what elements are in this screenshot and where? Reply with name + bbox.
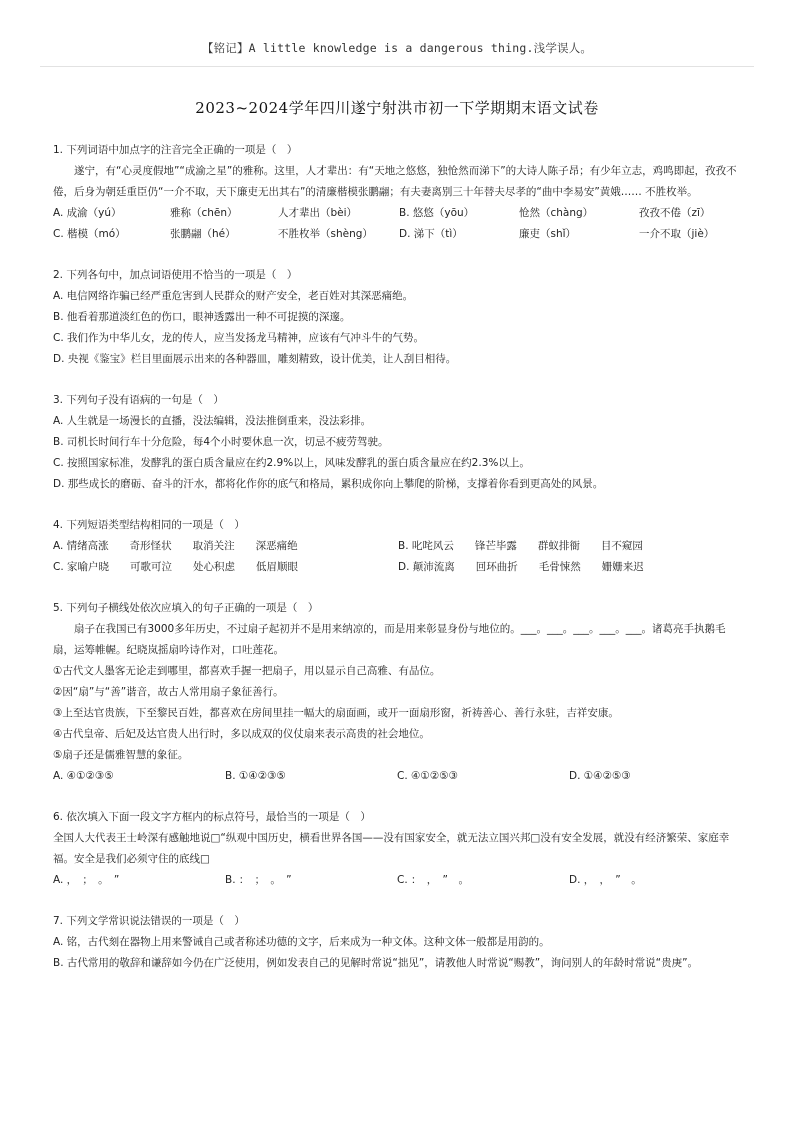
- sentence-item: ⑤扇子还是儒雅智慧的象征。: [53, 749, 189, 761]
- option: 张鹏翮（hé）: [170, 228, 236, 240]
- option-c[interactable]: C. 家喻户晓 可歌可泣 处心积虑 低眉顺眼: [53, 561, 299, 573]
- sentence-item: ②因“扇”与“善”谐音，故古人常用扇子象征善行。: [53, 686, 284, 698]
- option-a[interactable]: A. 铭，古代刻在器物上用来警诫自己或者称述功德的文字，后来成为一种文体。这种文体一般都是用韵的。: [53, 936, 550, 948]
- answer-options: [53, 203, 743, 245]
- question-stem: 7. 下列文学常识说法错误的一项是（ ）: [53, 915, 245, 927]
- answer-options: [53, 766, 743, 787]
- option-b[interactable]: B. ①④②③⑤: [225, 770, 286, 782]
- option-d[interactable]: D. 央视《鉴宝》栏目里面展示出来的各种器皿，雕刻精致，设计优美，让人刮目相待。: [53, 353, 457, 365]
- option[interactable]: A. 成渝（yú）: [53, 207, 122, 219]
- option[interactable]: C. 楷模（mó）: [53, 228, 126, 240]
- question-passage: 扇子在我国已有3000多年历史，不过扇子起初并不是用来纳凉的，而是用来彰显身份与地位的。___。___。___。___。___。诸葛亮手执鹅毛扇，运筹帷幄。纪晓岚摇扇吟诗作对，口吐莲花。: [53, 623, 726, 656]
- answer-options: [53, 870, 743, 891]
- question-stem: 3. 下列句子没有语病的一句是（ ）: [53, 394, 224, 406]
- option-d[interactable]: D. 那些成长的磨砺、奋斗的汗水，都将化作你的底气和格局，累积成你向上攀爬的阶梯，支撑着你看到更高处的风景。: [53, 478, 604, 490]
- option-a[interactable]: A. 情绪高涨 奇形怪状 取消关注 深恶痛绝: [53, 540, 298, 552]
- option: 一介不取（jiè）: [639, 228, 715, 240]
- option-c[interactable]: C. 我们作为中华儿女，龙的传人，应当发扬龙马精神，应该有气冲斗牛的气势。: [53, 332, 425, 344]
- exam-body: [53, 140, 743, 994]
- question-stem: 2. 下列各句中，加点词语使用不恰当的一项是（ ）: [53, 269, 298, 281]
- question-stem: 4. 下列短语类型结构相同的一项是（ ）: [53, 519, 245, 531]
- option-b[interactable]: B. 古代常用的敬辞和谦辞如今仍在广泛使用，例如发表自己的见解时常说“拙见”，请教他人时常说“赐教”，询问别人的年龄时常说“贵庚”。: [53, 957, 699, 969]
- option-b[interactable]: B. 他看着那道淡红色的伤口，眼神透露出一种不可捉摸的深邃。: [53, 311, 351, 323]
- option-a[interactable]: A. ， ； 。 ”: [53, 874, 120, 886]
- option: 廉吏（shǐ）: [519, 228, 577, 240]
- header-divider: [40, 66, 754, 67]
- option[interactable]: D. 涕下（tì）: [399, 228, 463, 240]
- option: 孜孜不倦（zī）: [639, 207, 711, 219]
- option-a[interactable]: A. ④①②③⑤: [53, 770, 114, 782]
- option: 雅称（chēn）: [170, 207, 238, 219]
- page-title: 2023~2024学年四川遂宁射洪市初一下学期期末语文试卷: [195, 99, 599, 117]
- option-a[interactable]: A. 电信网络诈骗已经严重危害到人民群众的财产安全，老百姓对其深恶痛绝。: [53, 290, 414, 302]
- motto-header: 【铭记】A little knowledge is a dangerous thing.浅学误人。: [201, 41, 593, 55]
- answer-options: [53, 536, 743, 578]
- option-b[interactable]: B. ： ； 。 ”: [225, 874, 292, 886]
- option: 人才辈出（bèi）: [278, 207, 358, 219]
- question-3: [53, 390, 743, 495]
- question-passage: 遂宁，有“心灵度假地”“成渝之星”的雅称。这里，人才辈出：有“天地之悠悠，独怆然而涕下”的大诗人陈子昂；有少年立志，鸡鸣即起，孜孜不倦，后身为朝廷重臣仍“一介不取，天下廉吏无出其右”的清廉楷模张鹏翮；有夫妻离别三十年替夫尽孝的“曲中李易安”黄娥…… 不胜枚举。: [53, 165, 737, 198]
- question-stem: 5. 下列句子横线处依次应填入的句子正确的一项是（ ）: [53, 602, 319, 614]
- question-7: [53, 911, 743, 974]
- option-b[interactable]: B. 叱咤风云 锋芒毕露 群蚁排衙 目不窥园: [398, 540, 643, 552]
- question-1: [53, 140, 743, 245]
- option-c[interactable]: C. 按照国家标准，发酵乳的蛋白质含量应在约2.9%以上，风味发酵乳的蛋白质含量应在约2.3%以上。: [53, 457, 530, 469]
- question-passage: 全国人大代表王士岭深有感触地说□“纵观中国历史，横看世界各国——没有国家安全，就无法立国兴邦□没有安全发展，就没有经济繁荣、家庭幸福。安全是我们必须守住的底线□: [53, 832, 730, 865]
- question-stem: 1. 下列词语中加点字的注音完全正确的一项是（ ）: [53, 144, 298, 156]
- option-c[interactable]: C. ： ， ” 。: [397, 874, 469, 886]
- question-6: [53, 807, 743, 891]
- option: 不胜枚举（shèng）: [278, 228, 373, 240]
- question-2: [53, 265, 743, 370]
- sentence-item: ④古代皇帝、后妃及达官贵人出行时，多以成双的仪仗扇来表示高贵的社会地位。: [53, 728, 430, 740]
- sentence-item: ①古代文人墨客无论走到哪里，都喜欢手握一把扇子，用以显示自己高雅、有品位。: [53, 665, 441, 677]
- option[interactable]: B. 悠悠（yōu）: [399, 207, 475, 219]
- question-4: [53, 515, 743, 578]
- option-d[interactable]: D. 颠沛流离 回环曲折 毛骨悚然 姗姗来迟: [398, 561, 644, 573]
- question-stem: 6. 依次填入下面一段文字方框内的标点符号，最恰当的一项是（ ）: [53, 811, 371, 823]
- sentence-item: ③上至达官贵族，下至黎民百姓，都喜欢在房间里挂一幅大的扇面画，或开一面扇形窗，祈祷善心、善行永驻，吉祥安康。: [53, 707, 619, 719]
- option-b[interactable]: B. 司机长时间行车十分危险，每4个小时要休息一次，切忌不疲劳驾驶。: [53, 436, 389, 448]
- option-d[interactable]: D. ， ， ” 。: [569, 874, 642, 886]
- option-d[interactable]: D. ①④②⑤③: [569, 770, 631, 782]
- option: 怆然（chàng）: [519, 207, 594, 219]
- option-a[interactable]: A. 人生就是一场漫长的直播，没法编辑，没法推倒重来，没法彩排。: [53, 415, 372, 427]
- option-c[interactable]: C. ④①②⑤③: [397, 770, 459, 782]
- question-5: [53, 598, 743, 787]
